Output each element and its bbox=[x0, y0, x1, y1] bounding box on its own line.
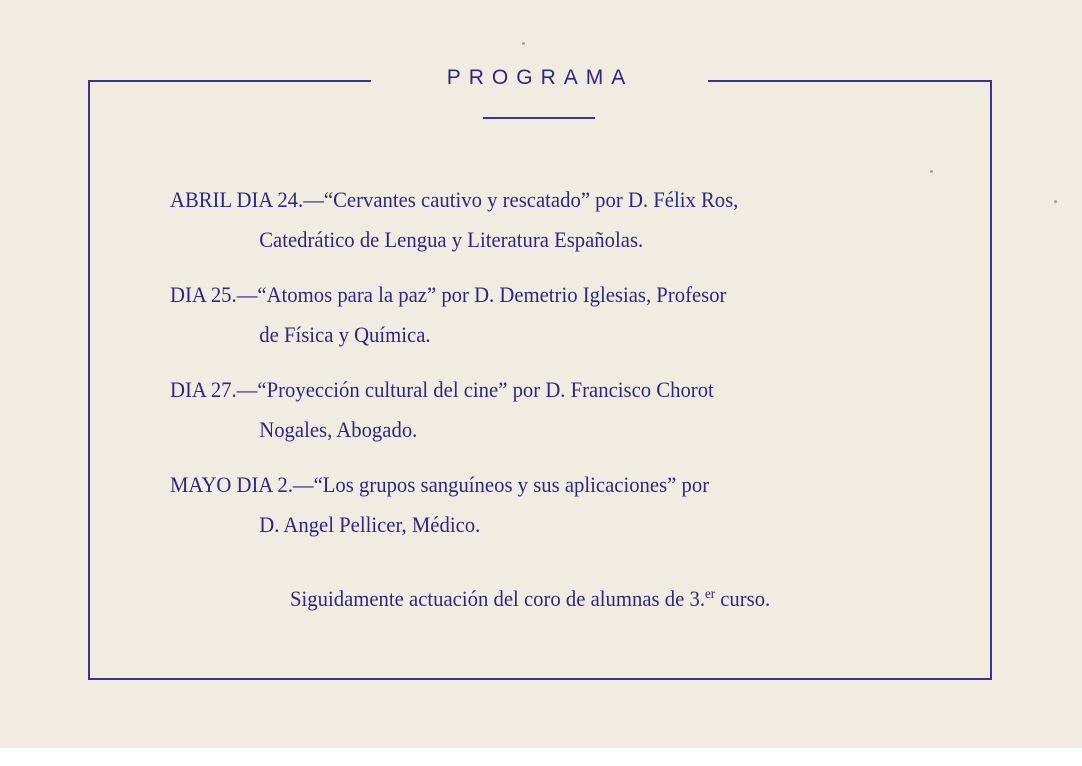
closing-text: Siguidamente actuación del coro de alumnas de 3. bbox=[290, 586, 706, 611]
entry-line: DIA 25.—“Atomos para la paz” por D. Demetrio Iglesias, Profesor bbox=[170, 282, 727, 307]
program-entry bbox=[170, 275, 851, 355]
entry-line: DIA 27.—“Proyección cultural del cine” por D. Francisco Chorot bbox=[170, 377, 714, 402]
closing-note bbox=[290, 577, 770, 617]
frame-top-left-rule bbox=[88, 80, 371, 82]
entry-line: Catedrático de Lengua y Literatura Españolas. bbox=[259, 227, 644, 252]
page-title: PROGRAMA bbox=[446, 66, 634, 89]
program-entry bbox=[170, 370, 851, 450]
entry-line: D. Angel Pellicer, Médico. bbox=[259, 512, 481, 537]
title-underline bbox=[483, 117, 595, 119]
entry-line: de Física y Química. bbox=[259, 322, 431, 347]
paper-speck bbox=[522, 42, 525, 45]
program-entry bbox=[170, 180, 851, 260]
closing-superscript: er bbox=[705, 587, 716, 602]
entry-line: MAYO DIA 2.—“Los grupos sanguíneos y sus aplicaciones” por bbox=[170, 472, 710, 497]
frame-left-rule bbox=[88, 80, 90, 680]
frame-top-right-rule bbox=[708, 80, 990, 82]
frame-right-rule bbox=[990, 80, 992, 680]
paper-speck bbox=[930, 170, 933, 173]
frame-bottom-rule bbox=[88, 678, 992, 680]
paper-speck bbox=[1054, 200, 1057, 203]
closing-tail: curso. bbox=[715, 586, 771, 611]
entry-line: Nogales, Abogado. bbox=[259, 417, 418, 442]
entry-line: ABRIL DIA 24.—“Cervantes cautivo y rescatado” por D. Félix Ros, bbox=[170, 187, 739, 212]
program-entry bbox=[170, 465, 851, 545]
